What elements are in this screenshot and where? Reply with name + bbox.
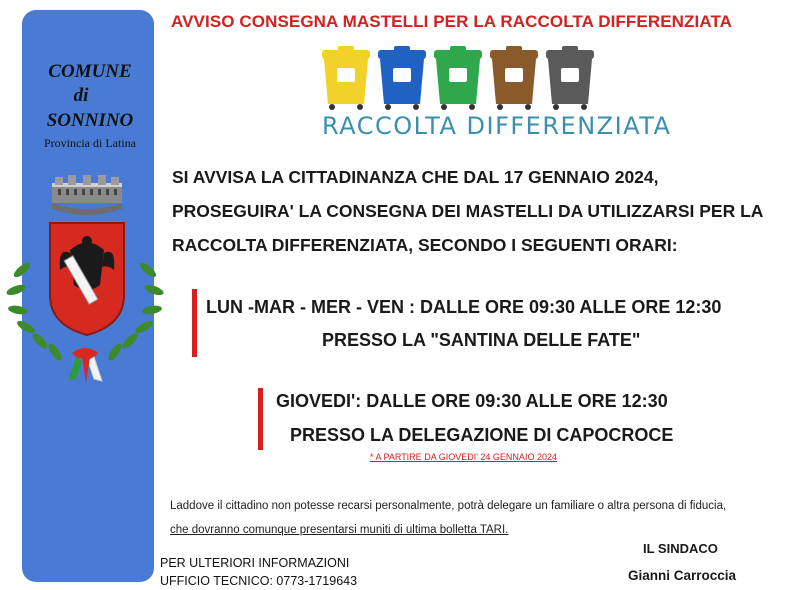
intro-line: PROSEGUIRA' LA CONSEGNA DEI MASTELLI DA UTILIZZARSI PER LA — [172, 201, 764, 221]
recycling-bins-icon — [318, 44, 598, 114]
recycling-bin-icon — [322, 46, 370, 110]
red-accent-bar — [192, 289, 197, 357]
comune-label: COMUNE — [48, 61, 132, 82]
schedule-location: PRESSO LA "SANTINA DELLE FATE" — [322, 330, 641, 350]
recycling-bin-icon — [546, 46, 594, 110]
intro-text — [172, 160, 792, 262]
intro-line: RACCOLTA DIFFERENZIATA, SECONDO I SEGUENTI ORARI: — [172, 235, 678, 255]
red-accent-bar — [258, 388, 263, 450]
coat-of-arms-icon — [0, 175, 170, 395]
recycling-bin-icon — [490, 46, 538, 110]
signature-role: IL SINDACO — [643, 541, 718, 556]
intro-line: SI AVVISA LA CITTADINANZA CHE DAL 17 GENNAIO 2024, — [172, 167, 659, 187]
schedule-note: * A PARTIRE DA GIOVEDI' 24 GENNAIO 2024 — [370, 452, 557, 462]
schedule-days-hours: GIOVEDI': DALLE ORE 09:30 ALLE ORE 12:30 — [276, 391, 668, 411]
signature-name: Gianni Carroccia — [628, 568, 737, 583]
schedule-days-hours: LUN -MAR - MER - VEN : DALLE ORE 09:30 ALLE ORE 12:30 — [206, 297, 722, 317]
raccolta-differenziata-logo: RACCOLTA DIFFERENZIATA — [322, 112, 672, 140]
comune-name: SONNINO — [46, 110, 134, 131]
recycling-bin-icon — [378, 46, 426, 110]
recycling-bin-icon — [434, 46, 482, 110]
municipality-name-block — [30, 60, 150, 150]
schedule-location: PRESSO LA DELEGAZIONE DI CAPOCROCE — [290, 425, 674, 445]
info-line: PER ULTERIORI INFORMAZIONI — [160, 556, 350, 570]
tricolor-ribbon-icon — [68, 348, 102, 383]
notice-title: AVVISO CONSEGNA MASTELLI PER LA RACCOLTA DIFFERENZIATA — [171, 12, 733, 31]
provincia-label: Provincia di Latina — [44, 136, 136, 150]
crown-icon — [52, 175, 122, 215]
comune-di-label: di — [73, 85, 89, 106]
delegation-footnote — [170, 494, 726, 542]
info-phone: UFFICIO TECNICO: 0773-1719643 — [160, 574, 358, 588]
contact-info — [160, 554, 357, 590]
footnote-line: Laddove il cittadino non potesse recarsi personalmente, potrà delegare un familiare o altra persona di fiducia, — [170, 500, 727, 512]
footnote-line: che dovranno comunque presentarsi muniti di ultima bolletta TARI. — [170, 524, 509, 536]
